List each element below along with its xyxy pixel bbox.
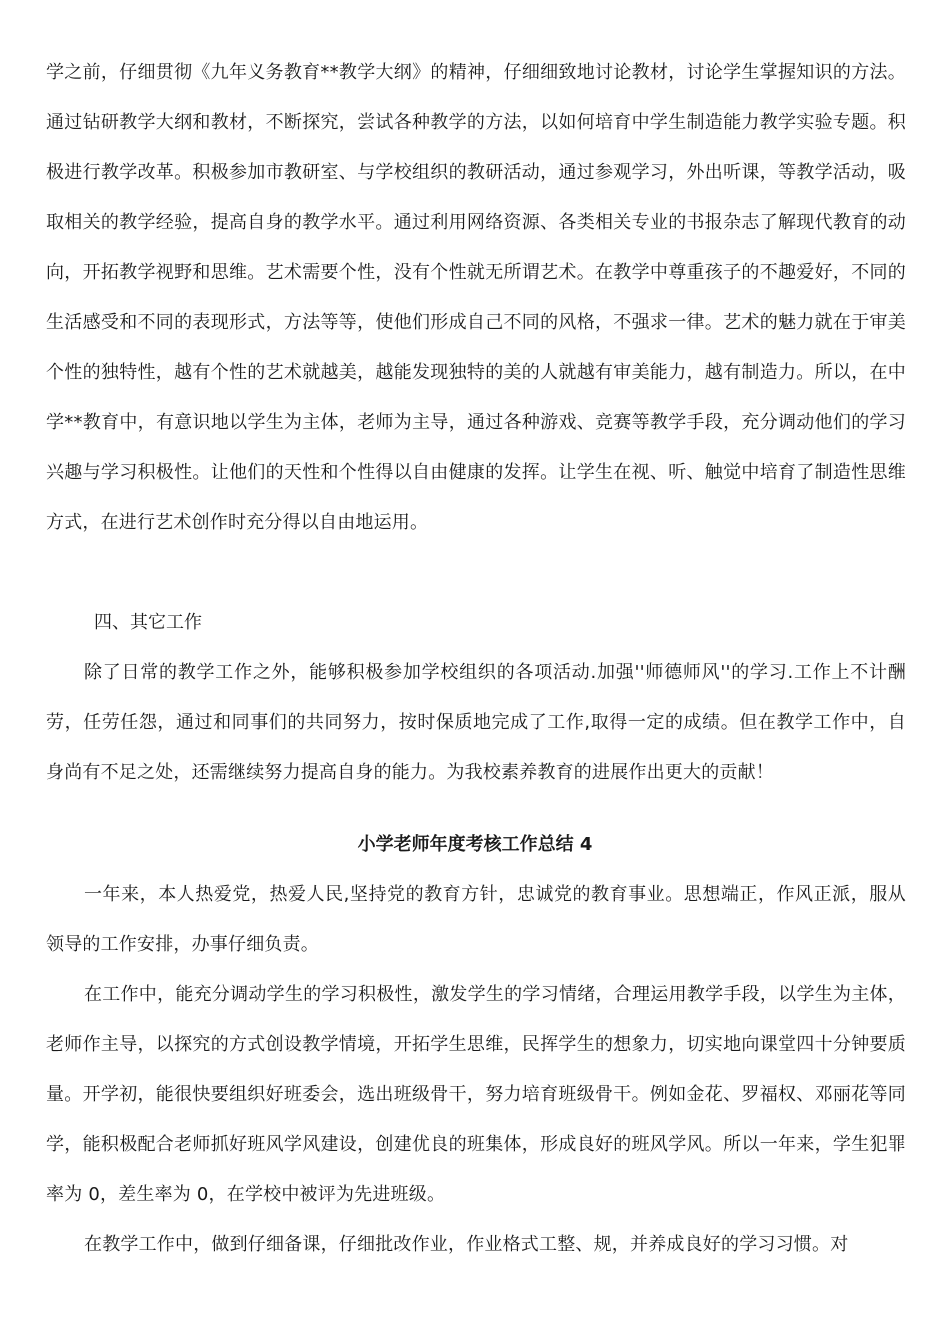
paragraph-year-summary: 一年来，本人热爱党，热爱人民,坚持党的教育方针，忠诚党的教育事业。思想端正，作风正派，服从领导的工作安排，办事仔细负责。 (46, 884, 906, 955)
paragraph-teaching-methods: 学之前，仔细贯彻《九年义务教育**教学大纲》的精神，仔细细致地讨论教材，讨论学生掌握知识的方法。通过钻研教学大纲和教材，不断探究，尝试各种教学的方法，以如何培育中学生制造能力教学实验专题。积极进行教学改革。积极参加市教研室、与学校组织的教研活动，通过参观学习，外出听课，等教学活动，吸取相关的教学经验，提高自身的教学水平。通过利用网络资源、各类相关专业的书报杂志了解现代教育的动向，开拓教学视野和思维。艺术需要个性，没有个性就无所谓艺术。在教学中尊重孩子的不趣爱好，不同的生活感受和不同的表现形式，方法等等，使他们形成自己不同的风格，不强求一律。艺术的魅力就在于审美个性的独特性，越有个性的艺术就越美，越能发现独特的美的人就越有审美能力，越有制造力。所以，在中学**教育中，有意识地以学生为主体，老师为主导，通过各种游戏、竞赛等教学手段，充分调动他们的学习兴趣与学习积极性。让他们的天性和个性得以自由健康的发挥。让学生在视、听、触觉中培育了制造性思维方式，在进行艺术创作时充分得以自由地运用。 (46, 62, 906, 533)
paragraph-teaching-work: 在教学工作中，做到仔细备课，仔细批改作业，作业格式工整、规，并养成良好的学习习惯。对 (84, 1234, 849, 1255)
document-title: 小学老师年度考核工作总结 4 (357, 834, 593, 855)
section-heading-other-work: 四、其它工作 (94, 612, 202, 633)
paragraph-class-work: 在工作中，能充分调动学生的学习积极性，激发学生的学习情绪，合理运用教学手段，以学生为主体，老师作主导，以探究的方式创设教学情境，开拓学生思维，民挥学生的想象力，切实地向课堂四十分钟要质量。开学初，能很快要组织好班委会，选出班级骨干，努力培育班级骨干。例如金花、罗福权、邓丽花等同学，能积极配合老师抓好班风学风建设，创建优良的班集体，形成良好的班风学风。所以一年来，学生犯罪率为 0，差生率为 0，在学校中被评为先进班级。 (46, 984, 906, 1205)
paragraph-other-work: 除了日常的教学工作之外，能够积极参加学校组织的各项活动.加强''师德师风''的学习.工作上不计酬劳，任劳任怨，通过和同事们的共同努力，按时保质地完成了工作,取得一定的成绩。但在教学工作中，自身尚有不足之处，还需继续努力提高自身的能力。为我校素养教育的进展作出更大的贡献！ (46, 662, 906, 783)
